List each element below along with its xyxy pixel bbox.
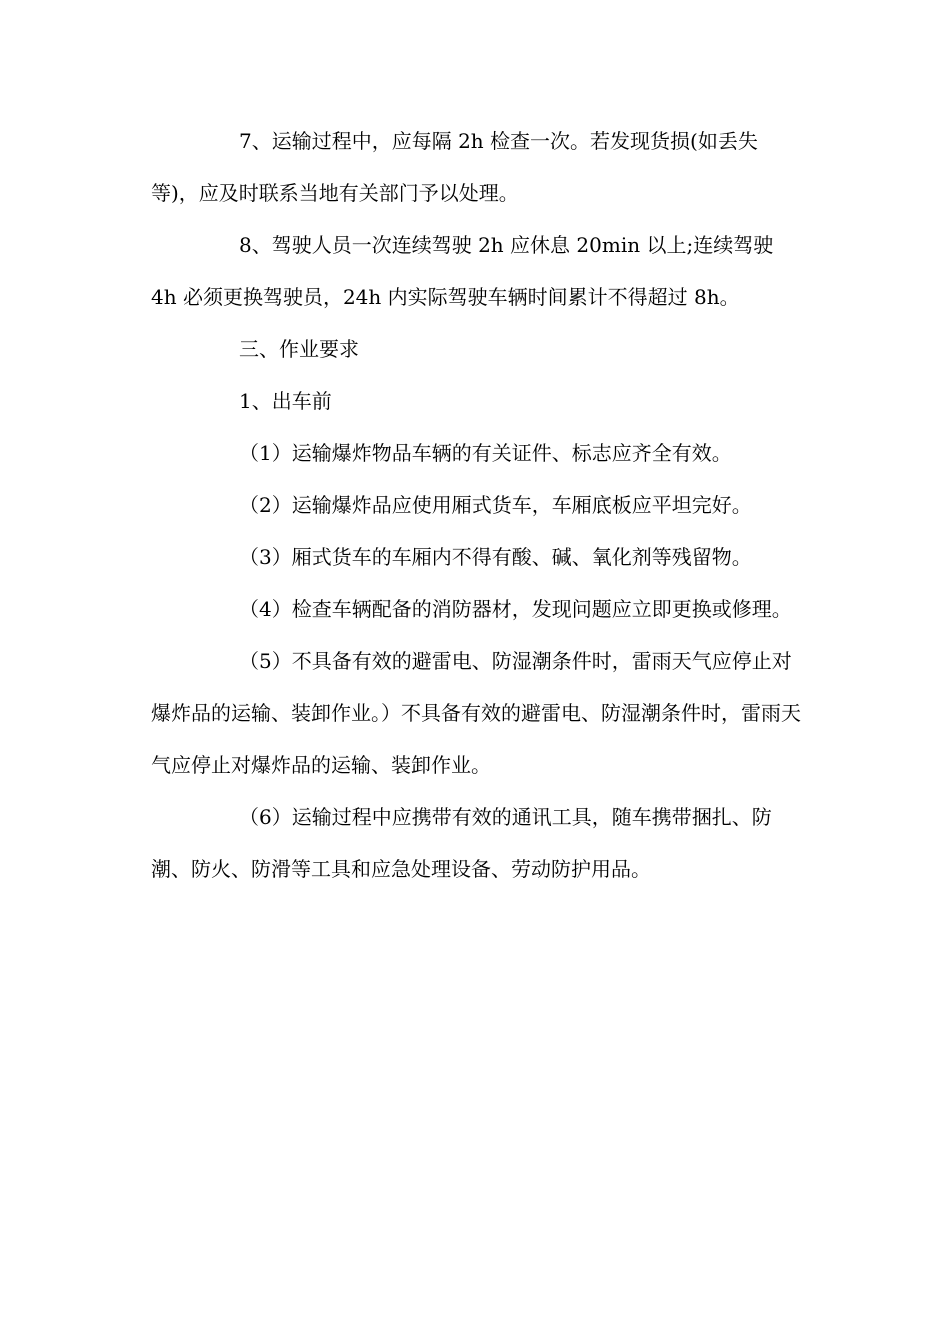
requirement-item-6: （6）运输过程中应携带有效的通讯工具，随车携带捆扎、防潮、防火、防滑等工具和应急处理设备、劳动防护用品。 [151, 805, 772, 881]
requirement-item-5: （5）不具备有效的避雷电、防湿潮条件时，雷雨天气应停止对爆炸品的运输、装卸作业。）不具备有效的避雷电、防湿潮条件时，雷雨天气应停止对爆炸品的运输、装卸作业。 [151, 649, 801, 777]
requirement-item-1: （1）运输爆炸物品车辆的有关证件、标志应齐全有效。 [239, 441, 732, 465]
paragraph-item-7: 7、运输过程中，应每隔 2h 检查一次。若发现货损(如丢失等)，应及时联系当地有关部门予以处理。 [151, 129, 758, 205]
document-body [151, 115, 801, 895]
requirement-item-3: （3）厢式货车的车厢内不得有酸、碱、氧化剂等残留物。 [239, 545, 752, 569]
section-heading: 三、作业要求 [239, 337, 359, 361]
subsection-heading: 1、出车前 [239, 389, 332, 413]
paragraph-item-8: 8、驾驶人员一次连续驾驶 2h 应休息 20min 以上;连续驾驶 4h 必须更换驾驶员，24h 内实际驾驶车辆时间累计不得超过 8h。 [151, 233, 780, 309]
requirement-item-4: （4）检查车辆配备的消防器材，发现问题应立即更换或修理。 [239, 597, 792, 621]
requirement-item-2: （2）运输爆炸品应使用厢式货车，车厢底板应平坦完好。 [239, 493, 752, 517]
